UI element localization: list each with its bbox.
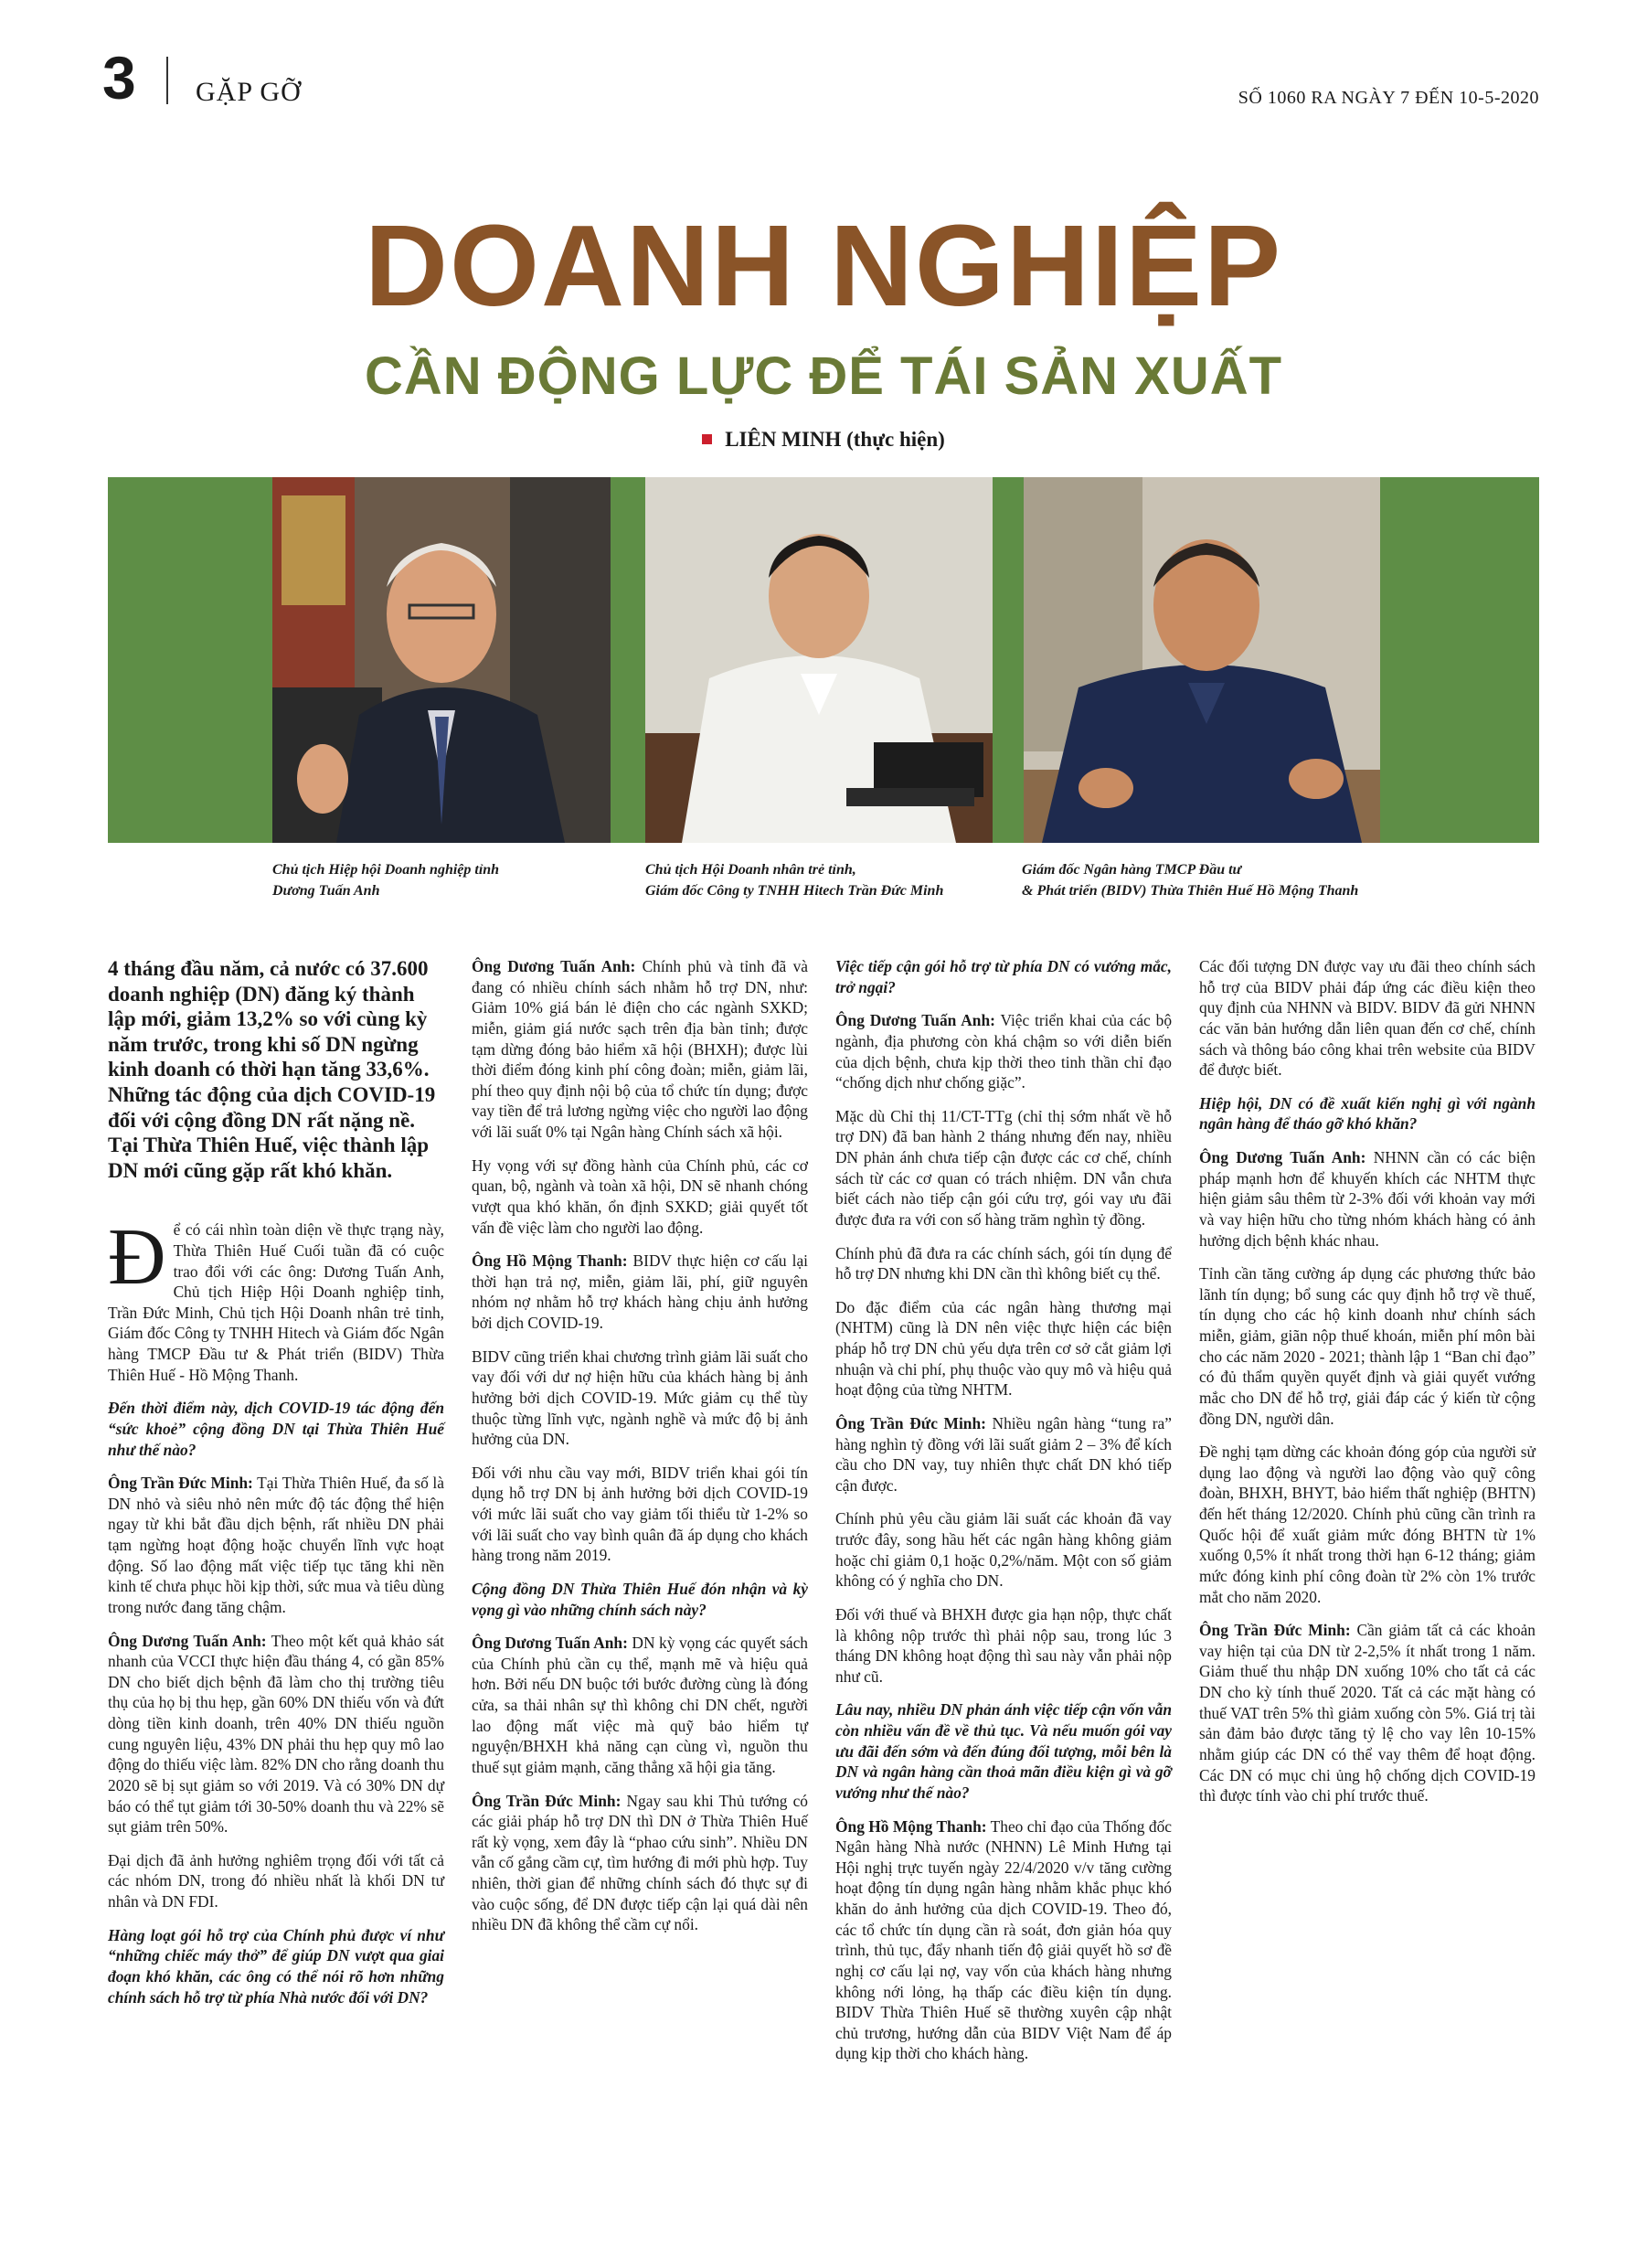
answer-6 bbox=[472, 1791, 808, 1935]
paragraph: Hy vọng với sự đồng hành của Chính phủ, các cơ quan, bộ, ngành và toàn xã hội, DN sẽ nhanh chóng vượt qua khó khăn, ổn định SXKD; giải quyết tốt vấn đề việc làm cho người lao động. bbox=[472, 1155, 808, 1237]
question-1: Đến thời điểm này, dịch COVID-19 tác động đến “sức khoẻ” cộng đồng DN tại Thừa Thiên Huế như thế nào? bbox=[108, 1399, 444, 1459]
page-number: 3 bbox=[102, 44, 136, 112]
question-3: Cộng đồng DN Thừa Thiên Huế đón nhận và kỳ vọng gì vào những chính sách này? bbox=[472, 1579, 808, 1619]
caption-3 bbox=[1022, 859, 1358, 901]
speaker: Ông Trần Đức Minh: bbox=[835, 1413, 986, 1432]
caption-3-line2: & Phát triển (BIDV) Thừa Thiên Huế Hồ Mộng Thanh bbox=[1022, 883, 1359, 900]
answer-7 bbox=[835, 1010, 1172, 1093]
answer-1 bbox=[108, 1473, 444, 1617]
answer-text: Ngay sau khi Thủ tướng có các giải pháp hỗ trợ DN thì DN ở Thừa Thiên Huế rất kỳ vọng, xem đây là “phao cứu sinh”. Nhiều DN vẫn cố gắng cầm cự, tìm hướng đi mới phù hợp. Tuy nhiên, thời gian để những chính sách đó thực sự đi vào cuộc sống, để DN được tiếp cận lại quá dài nên nhiều DN đã không thể cầm cự nổi. bbox=[472, 1791, 808, 1934]
caption-3-line1: Giám đốc Ngân hàng TMCP Đầu tư bbox=[1022, 862, 1242, 878]
answer-text: Việc triển khai của các bộ ngành, địa phương còn khá chậm so với diễn biến của dịch bệnh, chưa kịp thời theo tinh thần chỉ đạo “chống dịch như chống giặc”. bbox=[835, 1011, 1173, 1092]
portrait-1-image bbox=[272, 477, 611, 843]
speaker: Ông Trần Đức Minh: bbox=[472, 1791, 622, 1810]
answer-text: Theo một kết quả khảo sát nhanh của VCCI thực hiện đầu tháng 4, có gần 85% DN cho biết dịch bệnh đã làm cho thị trường tiêu thụ của họ bị thu hẹp, gần 60% DN thiếu vốn và đứt dòng tiền kinh doanh, trên 40% DN thiếu nguồn cung nguyên liệu, 43% DN phải thu hẹp quy mô lao động do thiếu việc làm. 82% DN cho rằng doanh thu 2020 sẽ bị sụt giảm so với 2019. Và có 30% DN dự báo có thể tụt giảm tới 30-50% doanh thu và 22% sẽ sụt giảm trên 50%. bbox=[108, 1631, 444, 1837]
article-title: DOANH NGHIỆP bbox=[364, 201, 1283, 330]
answer-text: Tại Thừa Thiên Huế, đa số là DN nhỏ và siêu nhỏ nên mức độ tác động thể hiện ngay từ khi bắt đầu dịch bệnh, rất nhiều DN phải tạm ngừng hoạt động hoặc chuyển lĩnh vực hoạt động. Số lao động mất việc tiếp tục tăng khi nền kinh tế chưa phục hồi kịp thời, sức mua và tiêu dùng trong nước đang tăng chậm. bbox=[108, 1474, 444, 1616]
answer-4 bbox=[472, 1251, 808, 1334]
answer-2 bbox=[108, 1631, 444, 1837]
intro-paragraph bbox=[108, 1213, 444, 1385]
paragraph: Tỉnh cần tăng cường áp dụng các phương thức bảo lãnh tín dụng; bổ sung các quy định hỗ trợ về thuế, tín dụng cho các hộ kinh doanh như chính sách miễn, giảm, giãn nộp thuế khoán, miễn phí môn bài cho các năm 2020 - 2021; thành lập 1 “Ban chỉ đạo” có đủ thẩm quyền quyết định và giải quyết vướng mắc cho DN để hỗ trợ, giải đáp các ý kiến từ cộng đồng DN, người dân. bbox=[1199, 1264, 1535, 1428]
article-subtitle: CẦN ĐỘNG LỰC ĐỂ TÁI SẢN XUẤT bbox=[364, 346, 1283, 406]
photo-band bbox=[108, 477, 1539, 843]
answer-text: Nhiều ngân hàng “tung ra” hàng nghìn tỷ đồng với lãi suất giảm 2 – 3% để kích cầu cho DN vay, tuy nhiên thực chất DN khó tiếp cận được. bbox=[835, 1413, 1172, 1495]
drop-cap: Đ bbox=[108, 1213, 166, 1303]
answer-10 bbox=[1199, 1147, 1535, 1251]
column-2 bbox=[472, 956, 808, 1948]
byline bbox=[0, 428, 1647, 452]
column-3 bbox=[835, 956, 1172, 2077]
speaker: Ông Trần Đức Minh: bbox=[1199, 1621, 1351, 1640]
question-5: Lâu nay, nhiều DN phản ánh việc tiếp cận vốn vẫn còn nhiều vấn đề về thủ tục. Và nếu muốn gói vay ưu đãi đến sớm và đến đúng đối tượng, mỗi bên là DN và ngân hàng cần thoả mãn điều kiện gì và gỡ vướng như thế nào? bbox=[835, 1700, 1172, 1802]
paragraph: Các đối tượng DN được vay ưu đãi theo chính sách hỗ trợ của BIDV phải đáp ứng các điều kiện theo quy định của NHNN và BIDV. BIDV đã gửi NHNN các văn bản hướng dẫn liên quan đến cơ chế, chính sách và thông báo công khai trên website của BIDV để được biết. bbox=[1199, 957, 1535, 1080]
answer-text: NHNN cần có các biện pháp mạnh hơn để khuyến khích các NHTM thực hiện giảm sâu thêm từ 2-3% đối với khoản vay mới và vay hiện hữu cho từng nhóm khách hàng có ảnh hưởng dịch bệnh khác nhau. bbox=[1199, 1148, 1535, 1250]
portrait-photo-ho-mong-thanh bbox=[1024, 477, 1380, 843]
caption-2-line1: Chủ tịch Hội Doanh nhân trẻ tỉnh, bbox=[645, 862, 856, 878]
paragraph: Đối với nhu cầu vay mới, BIDV triển khai gói tín dụng hỗ trợ DN bị ảnh hưởng bởi dịch COVID-19 với mức lãi suất cho vay giảm tối thiểu từ 1-2% so với lãi suất cho vay bình quân đã áp dụng cho khách hàng trong năm 2019. bbox=[472, 1463, 808, 1565]
paragraph: Đại dịch đã ảnh hưởng nghiêm trọng đối với tất cả các nhóm DN, trong đó nhiều nhất là khối DN tư nhân và DN FDI. bbox=[108, 1850, 444, 1911]
portrait-2-image bbox=[645, 477, 993, 843]
answer-text: Cần giảm tất cả các khoản vay hiện tại của DN từ 2-2,5% ít nhất trong 1 năm. Giảm thuế thu nhập DN xuống 10% cho tất cả các DN cho kỳ tính thuế 2020. Tất cả các mặt hàng có thuế VAT trên 5% thì giảm xuống còn 5%. Giá trị tài sản đảm bảo được tăng tỷ lệ cho vay lên 10-15% nhằm giúp các DN có thể vay thêm để hoạt động. Các DN có mục chi ủng hộ chống dịch COVID-19 thì được tính vào chi phí trước thuế. bbox=[1199, 1621, 1535, 1805]
header-divider bbox=[166, 57, 168, 104]
paragraph: Đối với thuế và BHXH được gia hạn nộp, thực chất là không nộp trước thì phải nộp sau, trong lúc 3 tháng DN không hoạt động thì sau này vẫn phải nộp như cũ. bbox=[835, 1604, 1172, 1686]
section-name: GẶP GỠ bbox=[196, 77, 302, 107]
question-4: Việc tiếp cận gói hỗ trợ từ phía DN có vướng mắc, trở ngại? bbox=[835, 957, 1172, 996]
paragraph: Chính phủ yêu cầu giảm lãi suất các khoản đã vay trước đây, song hầu hết các ngân hàng không giảm hoặc chỉ giảm 0,1 hoặc 0,2%/năm. Một con số giảm không có ý nghĩa cho DN. bbox=[835, 1509, 1172, 1591]
caption-2-line2: Giám đốc Công ty TNHH Hitech Trần Đức Minh bbox=[645, 883, 944, 900]
speaker: Ông Dương Tuấn Anh: bbox=[472, 957, 636, 975]
answer-5 bbox=[472, 1633, 808, 1777]
caption-1 bbox=[272, 859, 499, 901]
answer-text: Chính phủ và tỉnh đã và đang có nhiều chính sách nhằm hỗ trợ DN, như: Giảm 10% giá bán lẻ điện cho các ngành SXKD; miễn, giảm giá nước sạch trên địa bàn tỉnh; được tạm dừng đóng bảo hiểm xã hội (BHXH); được lùi thời điểm đóng kinh phí công đoàn; miễn, giảm lãi, phí theo quy định nội bộ của tổ chức tín dụng; được vay tiền để trả lương ngừng việc cho người lao động với lãi suất 0% tại Ngân hàng Chính sách xã hội. bbox=[472, 957, 808, 1141]
speaker: Ông Hồ Mộng Thanh: bbox=[835, 1816, 987, 1836]
speaker: Ông Trần Đức Minh: bbox=[108, 1474, 253, 1493]
portrait-photo-duong-tuan-anh bbox=[272, 477, 611, 843]
paragraph: BIDV cũng triển khai chương trình giảm lãi suất cho vay đối với dư nợ hiện hữu của khách hàng bị ảnh hưởng bởi dịch COVID-19. Mức giảm cụ thể tùy thuộc từng lĩnh vực, ngành nghề và mức độ bị ảnh hưởng của DN. bbox=[472, 1347, 808, 1449]
answer-text: BIDV thực hiện cơ cấu lại thời hạn trả nợ, miễn, giảm lãi, phí, giữ nguyên nhóm nợ nhằm hỗ trợ khách hàng chịu ảnh hưởng bởi dịch COVID-19. bbox=[472, 1251, 808, 1332]
caption-1-line1: Chủ tịch Hiệp hội Doanh nghiệp tỉnh bbox=[272, 862, 500, 878]
caption-2 bbox=[645, 859, 943, 901]
issue-info: SỐ 1060 RA NGÀY 7 ĐẾN 10-5-2020 bbox=[1238, 88, 1539, 108]
answer-9 bbox=[835, 1816, 1172, 2065]
speaker: Ông Dương Tuấn Anh: bbox=[1199, 1148, 1366, 1166]
portrait-3-image bbox=[1024, 477, 1380, 843]
caption-1-line2: Dương Tuấn Anh bbox=[272, 883, 380, 900]
byline-marker-icon bbox=[702, 434, 712, 444]
speaker: Ông Dương Tuấn Anh: bbox=[472, 1634, 628, 1653]
speaker: Ông Dương Tuấn Anh: bbox=[835, 1011, 995, 1030]
intro-text: ể có cái nhìn toàn diện về thực trạng này, Thừa Thiên Huế Cuối tuần đã có cuộc trao đổi với các ông: Dương Tuấn Anh, Chủ tịch Hiệp Hội Doanh nghiệp tỉnh, Trần Đức Minh, Chủ tịch Hội Doanh nhân trẻ tỉnh, Giám đốc Công ty TNHH Hitech và Giám đốc Ngân hàng TMCP Đầu tư & Phát triển (BIDV) Thừa Thiên Huế - Hồ Mộng Thanh. bbox=[108, 1220, 444, 1384]
lead-paragraph: 4 tháng đầu năm, cả nước có 37.600 doanh nghiệp (DN) đăng ký thành lập mới, giảm 13,2% so với cùng kỳ năm trước, trong khi số DN ngừng kinh doanh có thời hạn tăng 33,6%. Những tác động của dịch COVID-19 đối với cộng đồng DN rất nặng nề. Tại Thừa Thiên Huế, việc thành lập DN mới cũng gặp rất khó khăn. bbox=[108, 957, 436, 1182]
paragraph: Đề nghị tạm dừng các khoản đóng góp của người sử dụng lao động và người lao động vào quỹ công đoàn, BHXH, BHYT, bảo hiểm thất nghiệp (BHTN) đến hết tháng 12/2020. Chính phủ cũng cần trình ra Quốc hội để xuất giảm mức đóng BHTN từ 1% xuống 0,5% ít nhất trong thời hạn 6-12 tháng; giảm mức đóng kinh phí công đoàn từ 2% còn 1% trước mắt cho năm 2020. bbox=[1199, 1443, 1535, 1606]
paragraph: Chính phủ đã đưa ra các chính sách, gói tín dụng để hỗ trợ DN nhưng khi DN cần thì không biết cụ thể. bbox=[835, 1243, 1172, 1283]
column-1 bbox=[108, 956, 444, 2020]
byline-text: LIÊN MINH (thực hiện) bbox=[725, 428, 945, 451]
answer-text: Theo chỉ đạo của Thống đốc Ngân hàng Nhà nước (NHNN) Lê Minh Hưng tại Hội nghị trực tuyến ngày 22/4/2020 v/v tăng cường hoạt động tín dụng ngân hàng nhằm khắc phục khó khăn do ảnh hưởng của dịch COVID-19. Theo đó, các tổ chức tín dụng cần rà soát, đơn giản hóa quy trình, thủ tục, đẩy nhanh tiến độ giải quyết hồ sơ đề nghị cơ cấu lại nợ, vay vốn của khách hàng nhưng không nới lỏng, hạ thấp các điều kiện tín dụng. BIDV Thừa Thiên Huế sẽ thường xuyên cập nhật chủ trương, hướng dẫn của BIDV Việt Nam để áp dụng kịp thời cho khách hàng. bbox=[835, 1816, 1172, 2063]
paragraph: Mặc dù Chỉ thị 11/CT-TTg (chỉ thị sớm nhất về hỗ trợ DN) đã ban hành 2 tháng nhưng đến nay, nhiều DN phản ánh chưa tiếp cận được các cơ chế, chính sách từ các cơ quan có trách nhiệm. DN vẫn chưa biết cách nào tiếp cận gói cứu trợ, gói vay ưu đãi được đưa ra với con số hàng trăm nghìn tỷ đồng. bbox=[835, 1106, 1172, 1229]
question-2: Hàng loạt gói hỗ trợ của Chính phủ được ví như “những chiếc máy thở” để giúp DN vượt qua giai đoạn khó khăn, các ông có thể nói rõ hơn những chính sách hỗ trợ từ phía Nhà nước đối với DN? bbox=[108, 1925, 444, 2007]
question-6: Hiệp hội, DN có đề xuất kiến nghị gì với ngành ngân hàng để tháo gỡ khó khăn? bbox=[1199, 1093, 1535, 1134]
answer-text: DN kỳ vọng các quyết sách của Chính phủ cần cụ thể, mạnh mẽ và hiệu quả hơn. Bởi nếu DN buộc tới bước đường cùng là đóng cửa, sa thải nhân sự thì không chỉ DN chết, người lao động mất việc mà quỹ bảo hiểm tự nguyện/BHXH khả năng cạn cùng vì, nguồn thu thuế sụt giảm mạnh, căng thẳng xã hội gia tăng. bbox=[472, 1634, 808, 1776]
column-4 bbox=[1199, 956, 1535, 1819]
speaker: Ông Hồ Mộng Thanh: bbox=[472, 1251, 628, 1271]
answer-11 bbox=[1199, 1620, 1535, 1806]
answer-3 bbox=[472, 956, 808, 1143]
answer-8 bbox=[835, 1413, 1172, 1496]
paragraph: Do đặc điểm của các ngân hàng thương mại (NHTM) cũng là DN nên việc thực hiện các biện pháp hỗ trợ DN chủ yếu dựa trên cơ sở cắt giảm lợi nhuận và chi phí, phụ thuộc vào quy mô và hiệu quả hoạt động của từng NHTM. bbox=[835, 1297, 1172, 1400]
portrait-photo-tran-duc-minh bbox=[645, 477, 993, 843]
speaker: Ông Dương Tuấn Anh: bbox=[108, 1631, 267, 1650]
